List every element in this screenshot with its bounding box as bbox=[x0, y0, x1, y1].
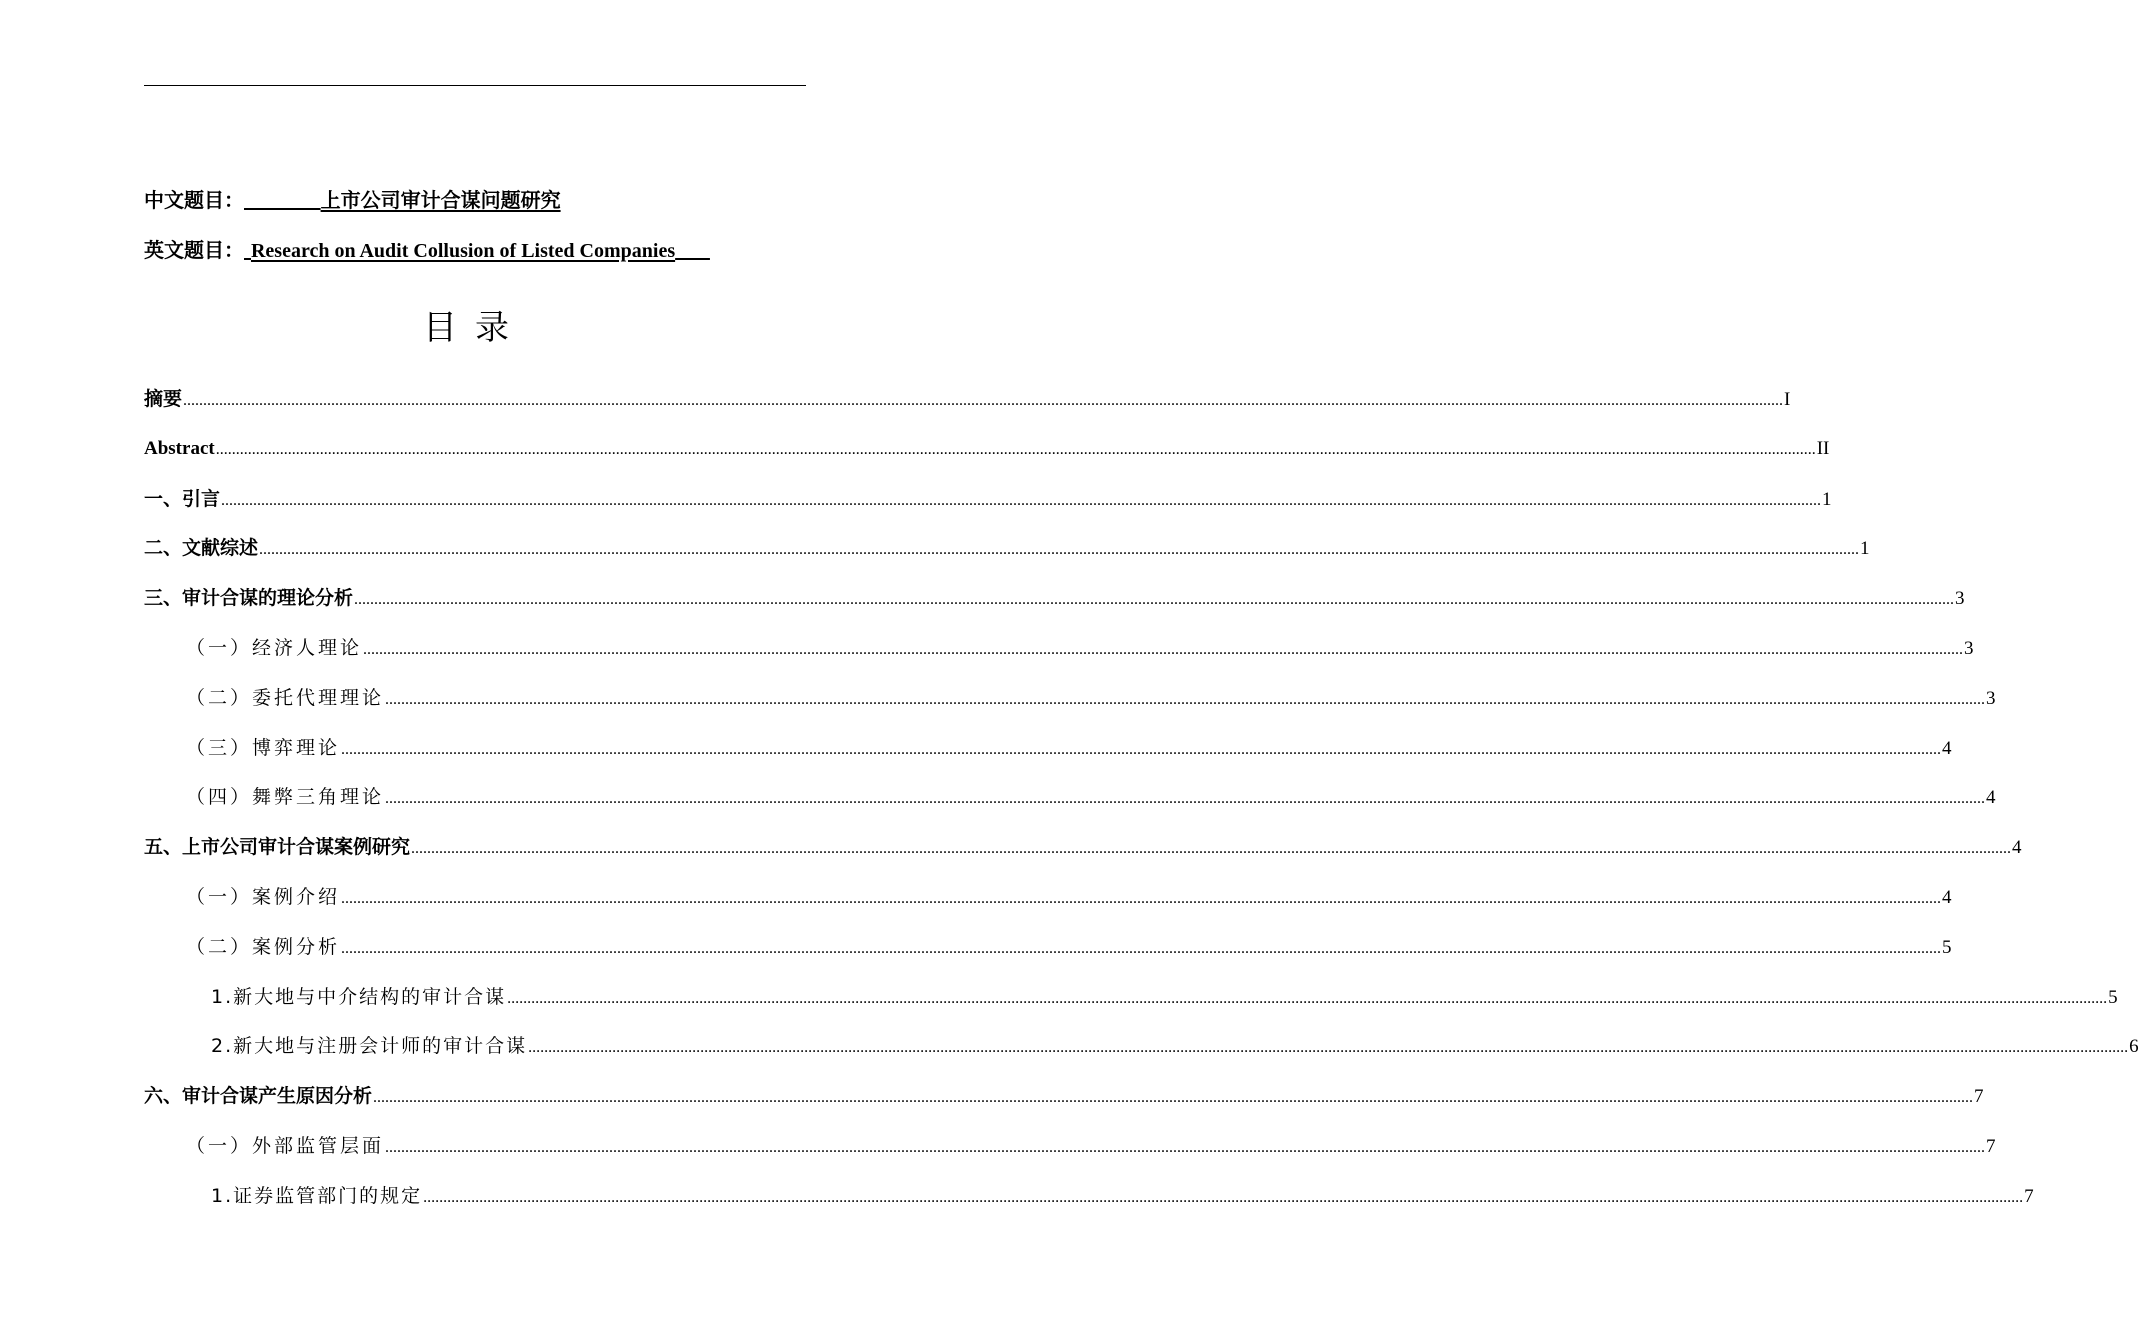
toc-dot-leader: ................................................................................................................................................................................................................................................................................................................................................................................................................ bbox=[183, 392, 1784, 409]
toc-entry-title: 1.证券监管部门的规定 bbox=[211, 1184, 423, 1207]
toc-entry[interactable] bbox=[144, 683, 1996, 733]
toc-entry-title: （一）外部监管层面 bbox=[186, 1134, 385, 1157]
english-title-value: Research on Audit Collusion of Listed Companies bbox=[250, 240, 676, 262]
toc-entry[interactable] bbox=[144, 782, 1996, 832]
toc-entry[interactable] bbox=[144, 384, 1791, 434]
toc-entry-page: 4 bbox=[2012, 837, 2022, 859]
toc-dot-leader: ................................................................................................................................................................................................................................................................................................................................................................................................................ bbox=[385, 690, 1986, 708]
toc-entry[interactable] bbox=[144, 733, 1952, 783]
toc-dot-leader: ................................................................................................................................................................................................................................................................................................................................................................................................................ bbox=[385, 790, 1986, 808]
toc-entry-page: 5 bbox=[1942, 936, 1952, 958]
toc-entry[interactable] bbox=[144, 832, 2022, 882]
chinese-title-value: 上市公司审计合谋问题研究 bbox=[320, 188, 561, 212]
toc-entry-title: （一）经济人理论 bbox=[186, 636, 363, 659]
toc-entry-title: （二）案例分析 bbox=[186, 935, 341, 958]
toc-entry[interactable] bbox=[144, 1081, 1984, 1131]
toc-dot-leader: ................................................................................................................................................................................................................................................................................................................................................................................................................ bbox=[341, 740, 1942, 758]
english-title-line bbox=[144, 236, 710, 265]
toc-entry-page: 7 bbox=[1974, 1086, 1984, 1108]
toc-entry-page: 1 bbox=[1822, 488, 1832, 510]
toc-entry[interactable] bbox=[144, 583, 1965, 633]
toc-dot-leader: ................................................................................................................................................................................................................................................................................................................................................................................................................ bbox=[411, 840, 2012, 858]
chinese-title-line bbox=[144, 186, 561, 214]
toc-dot-leader: ................................................................................................................................................................................................................................................................................................................................................................................................................ bbox=[385, 1138, 1986, 1156]
toc-entry-page: 7 bbox=[2024, 1185, 2034, 1207]
toc-entry-page: 5 bbox=[2108, 986, 2118, 1008]
toc-entry[interactable] bbox=[144, 882, 1952, 932]
toc-entry-page: II bbox=[1816, 437, 1830, 459]
toc-dot-leader: ................................................................................................................................................................................................................................................................................................................................................................................................................ bbox=[528, 1039, 2129, 1057]
chinese-title-underline-pad bbox=[244, 188, 321, 212]
toc-entry-title: （四）舞弊三角理论 bbox=[186, 786, 385, 809]
toc-entry-title: 二、文献综述 bbox=[144, 537, 259, 560]
toc-entry-page: 4 bbox=[1942, 737, 1952, 759]
english-title-underline-pad-right bbox=[675, 238, 710, 262]
toc-entry-title: 2.新大地与注册会计师的审计合谋 bbox=[211, 1035, 528, 1058]
toc-entry-page: 6 bbox=[2129, 1036, 2139, 1058]
toc-entry-title: （三）博弈理论 bbox=[186, 736, 341, 759]
toc-dot-leader: ................................................................................................................................................................................................................................................................................................................................................................................................................ bbox=[373, 1089, 1974, 1107]
toc-entry-title: 摘要 bbox=[144, 388, 183, 410]
toc-entry-title: （一）案例介绍 bbox=[186, 885, 341, 908]
toc-dot-leader: ................................................................................................................................................................................................................................................................................................................................................................................................................ bbox=[221, 491, 1822, 509]
toc-entry-page: 1 bbox=[1860, 538, 1870, 560]
toc-entry-title: Abstract bbox=[144, 437, 215, 459]
toc-entry[interactable] bbox=[144, 1131, 1996, 1181]
toc-entry-title: 六、审计合谋产生原因分析 bbox=[144, 1085, 373, 1108]
toc-entry-title: （二）委托代理理论 bbox=[186, 686, 385, 709]
english-title-label: 英文题目： bbox=[144, 238, 244, 262]
toc-entry[interactable] bbox=[144, 533, 1870, 583]
toc-dot-leader: ................................................................................................................................................................................................................................................................................................................................................................................................................ bbox=[423, 1188, 2024, 1206]
toc-entry[interactable] bbox=[144, 982, 2118, 1032]
toc-entry[interactable] bbox=[144, 633, 1974, 683]
english-title-underline-pad-left bbox=[244, 238, 251, 262]
toc-entry[interactable] bbox=[144, 1181, 2034, 1231]
toc-entry-page: I bbox=[1784, 389, 1791, 410]
toc-entry-page: 3 bbox=[1986, 687, 1996, 709]
toc-entry[interactable] bbox=[144, 932, 1952, 982]
toc-dot-leader: ................................................................................................................................................................................................................................................................................................................................................................................................................ bbox=[341, 939, 1942, 957]
toc-dot-leader: ................................................................................................................................................................................................................................................................................................................................................................................................................ bbox=[363, 640, 1964, 658]
toc-dot-leader: ................................................................................................................................................................................................................................................................................................................................................................................................................ bbox=[341, 889, 1942, 907]
top-horizontal-rule bbox=[144, 85, 806, 86]
table-of-contents bbox=[144, 384, 2139, 1231]
chinese-title-label: 中文题目： bbox=[144, 188, 244, 212]
toc-entry-title: 三、审计合谋的理论分析 bbox=[144, 587, 354, 610]
toc-entry-page: 4 bbox=[1942, 886, 1952, 908]
toc-dot-leader: ................................................................................................................................................................................................................................................................................................................................................................................................................ bbox=[354, 591, 1955, 609]
toc-entry-title: 一、引言 bbox=[144, 487, 221, 510]
toc-dot-leader: ................................................................................................................................................................................................................................................................................................................................................................................................................ bbox=[215, 440, 1816, 458]
toc-entry-title: 1.新大地与中介结构的审计合谋 bbox=[211, 985, 507, 1008]
toc-heading: 目录 bbox=[423, 308, 527, 348]
toc-dot-leader: ................................................................................................................................................................................................................................................................................................................................................................................................................ bbox=[507, 989, 2108, 1007]
toc-dot-leader: ................................................................................................................................................................................................................................................................................................................................................................................................................ bbox=[259, 541, 1860, 559]
toc-entry-page: 3 bbox=[1955, 588, 1965, 610]
toc-entry[interactable] bbox=[144, 1031, 2139, 1081]
toc-entry-title: 五、上市公司审计合谋案例研究 bbox=[144, 836, 411, 859]
toc-entry-page: 4 bbox=[1986, 787, 1996, 809]
toc-entry-page: 3 bbox=[1964, 637, 1974, 659]
toc-entry[interactable] bbox=[144, 434, 1830, 484]
toc-entry[interactable] bbox=[144, 484, 1832, 534]
toc-entry-page: 7 bbox=[1986, 1135, 1996, 1157]
